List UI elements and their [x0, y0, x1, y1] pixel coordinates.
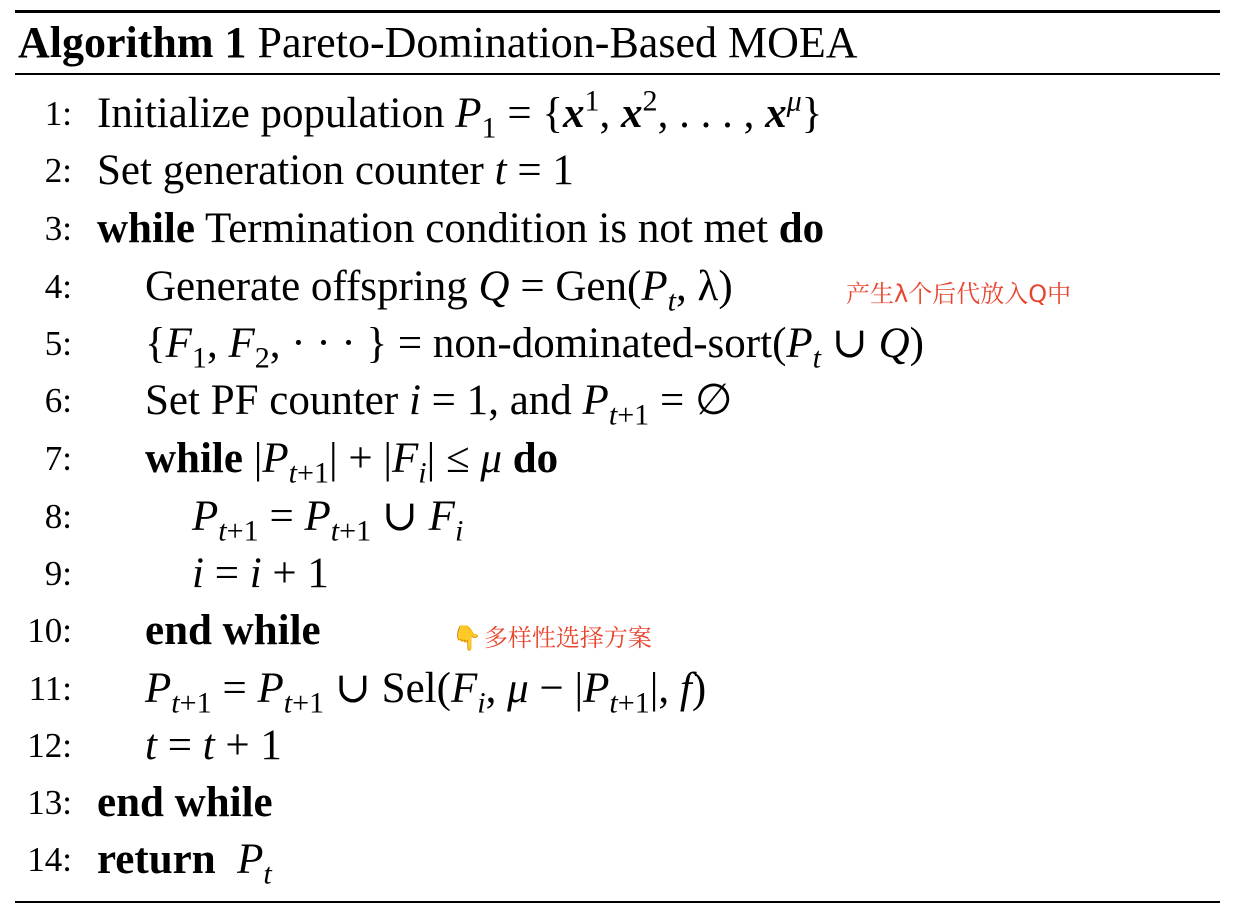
line-number: 5:: [44, 324, 72, 363]
keyword-while: while: [97, 205, 195, 252]
line-text: Set PF counter: [145, 377, 399, 424]
line-number: 13:: [27, 783, 72, 822]
line-number: 11:: [28, 669, 72, 708]
line-text: Set generation counter: [97, 147, 484, 194]
line-number: 4:: [44, 267, 72, 306]
line-body: Initialize population $P_1 = \{x^1$, $x^2$, . . . , $x^\mu$}: [97, 83, 823, 145]
line-number: 6:: [44, 381, 72, 420]
keyword-end-while: end while: [97, 779, 273, 826]
keyword-do: do: [512, 435, 559, 482]
line-number: 2:: [44, 151, 72, 190]
line-body: Set PF counter i = 1, and $P_{t+1}$ = ∅: [145, 377, 733, 432]
line-body: t = t + 1: [145, 722, 282, 769]
line-text-2: , and: [488, 377, 572, 424]
line-text: Sel: [381, 665, 437, 712]
line-number: 8:: [44, 497, 72, 536]
algorithm-caption: [18, 14, 858, 72]
line-body: i = i + 1: [192, 550, 329, 597]
line-body: [97, 201, 824, 257]
line-number: 3:: [44, 209, 72, 248]
pointing-down-hand-icon: 👇: [452, 624, 482, 652]
line-number: 10:: [27, 611, 72, 650]
line-text: Initialize population: [97, 90, 445, 137]
top-rule: [15, 10, 1220, 13]
line-body: Set generation counter t = 1: [97, 147, 574, 194]
line-body: $P_{t+1} = P_{t+1}$ ∪ $Sel(F_i$, $\mu - |P_{t+1}|$, f): [145, 665, 707, 720]
line-body: return $P_t$: [97, 836, 272, 891]
line-number: 7:: [44, 439, 72, 478]
line-number: 14:: [27, 840, 72, 879]
keyword-end-while: end while: [145, 607, 321, 654]
keyword-do: do: [778, 205, 825, 252]
line-body: Generate offspring $Q = Gen(P_t$, λ): [145, 263, 733, 318]
annotation-diversity: [452, 618, 652, 653]
annotation-offspring: 产生λ个后代放入Q中: [846, 280, 1072, 308]
line-body: {$F_1$, $F_2$, · · · } = non-$dominated-sort(P_t$ ∪ Q): [145, 320, 924, 375]
line-text: Termination condition is not met: [204, 205, 769, 252]
bottom-rule: [15, 901, 1220, 903]
line-number: 9:: [44, 554, 72, 593]
caption-rule: [15, 73, 1220, 75]
line-number: 12:: [27, 726, 72, 765]
annotation-diversity-text: 多样性选择方案: [483, 624, 652, 652]
line-text: Generate offspring: [145, 263, 468, 310]
line-number: 1:: [44, 94, 72, 133]
line-body: $P_{t+1} = P_{t+1}$ ∪ $F_i$: [192, 493, 464, 548]
line-body: while $|P_{t+1}| + |F_i| \le \mu$ do: [145, 435, 559, 490]
keyword-return: return: [97, 836, 216, 883]
keyword-while: while: [145, 435, 243, 482]
line-text: non-dominated-sort: [432, 320, 773, 367]
line-body: [97, 775, 273, 831]
algorithm-label: Algorithm 1: [18, 18, 247, 67]
line-body: [145, 603, 321, 659]
algorithm-title: Pareto-Domination-Based MOEA: [257, 18, 858, 67]
